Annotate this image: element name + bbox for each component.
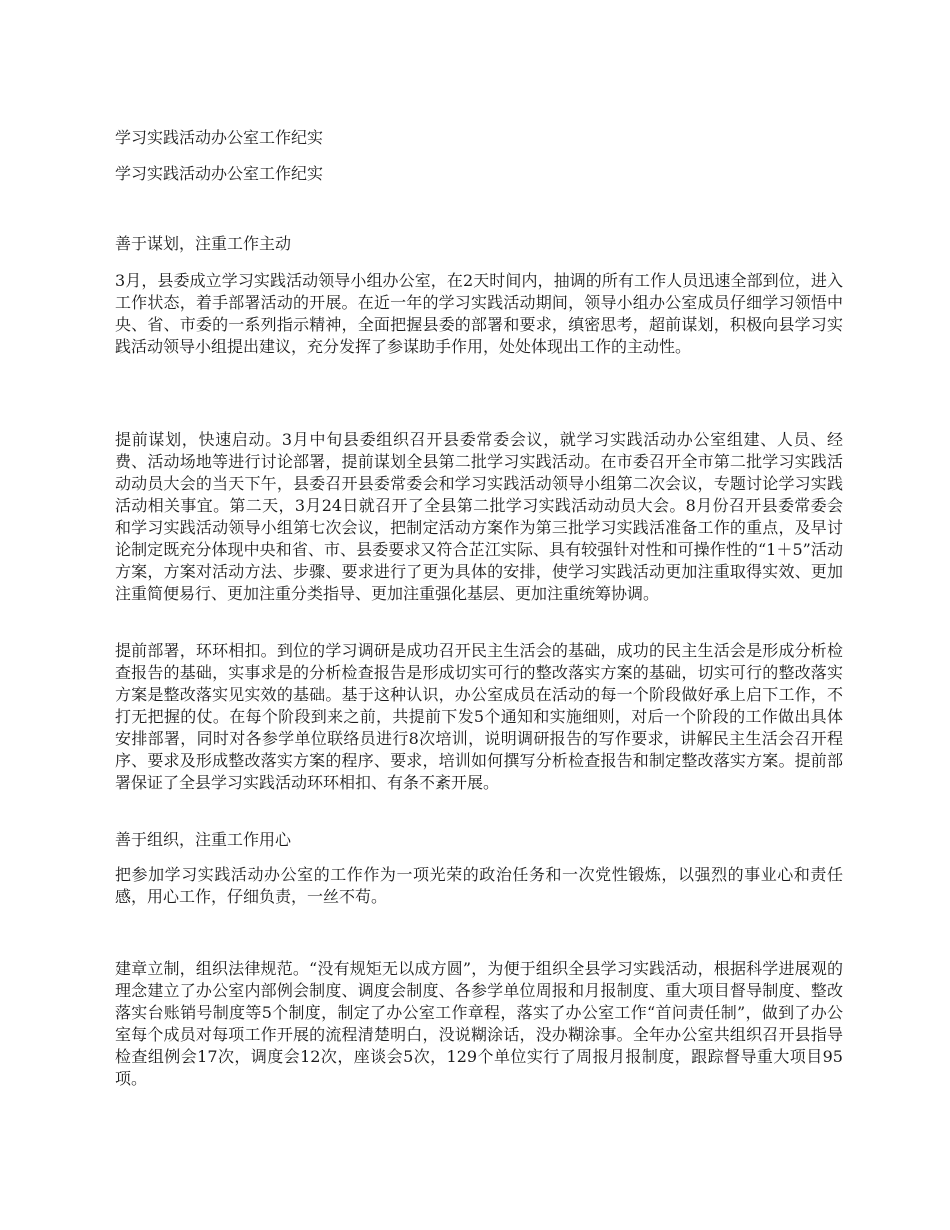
section-heading-planning: 善于谋划，注重工作主动 [115,234,292,253]
paragraph-rules-system: 建章立制，组织法律规范。“没有规矩无以成方圆”，为便于组织全县学习实践活动，根据科学进展观的理念建立了办公室内部例会制度、调度会制度、各参学单位周报和月报制度、重大项目督导制度、整改落实台账销号制度等5个制度，制定了办公室工作章程，落实了办公室工作“首问责任制”，做到了办公室每个成员对每项工作开展的流程清楚明白，没说糊涂话，没办糊涂事。全年办公室共组织召开县指导检查组例会17次，调度会12次，座谈会5次，129个单位实行了周报月报制度，跟踪督导重大项目95项。 [115,959,843,1088]
paragraph-political-task: 把参加学习实践活动办公室的工作作为一项光荣的政治任务和一次党性锻炼，以强烈的事业心和责任感，用心工作，仔细负责，一丝不苟。 [115,865,843,906]
paragraph-office-established: 3月，县委成立学习实践活动领导小组办公室，在2天时间内，抽调的所有工作人员迅速全部到位，进入工作状态，着手部署活动的开展。在近一年的学习实践活动期间，领导小组办公室成员仔细学习领悟中央、省、市委的一系列指示精神，全面把握县委的部署和要求，缜密思考，超前谋划，积极向县学习实践活动领导小组提出建议，充分发挥了参谋助手作用，处处体现出工作的主动性。 [115,271,843,356]
section-heading-organizing: 善于组织，注重工作用心 [115,830,292,849]
paragraph-advance-deployment: 提前部署，环环相扣。到位的学习调研是成功召开民主生活会的基础，成功的民主生活会是形成分析检查报告的基础，实事求是的分析检查报告是形成切实可行的整改落实方案的基础，切实可行的整改落实方案是整改落实见实效的基础。基于这种认识，办公室成员在活动的每一个阶段做好承上启下工作，不打无把握的仗。在每个阶段到来之前，共提前下发5个通知和实施细则，对后一个阶段的工作做出具体安排部署，同时对各参学单位联络员进行8次培训，说明调研报告的写作要求，讲解民主生活会召开程序、要求及形成整改落实方案的程序、要求，培训如何撰写分析检查报告和制定整改落实方案。提前部署保证了全县学习实践活动环环相扣、有条不紊开展。 [115,641,843,792]
paragraph-quick-start: 提前谋划，快速启动。3月中旬县委组织召开县委常委会议，就学习实践活动办公室组建、人员、经费、活动场地等进行讨论部署，提前谋划全县第二批学习实践活动。在市委召开全市第二批学习实践活动动员大会的当天下午，县委召开县委常委会和学习实践活动领导小组第二次会议，专题讨论学习实践活动相关事宜。第二天，3月24日就召开了全县第二批学习实践活动动员大会。8月份召开县委常委会和学习实践活动领导小组第七次会议，把制定活动方案作为第三批学习实践活准备工作的重点，及早讨论制定既充分体现中央和省、市、县委要求又符合芷江实际、具有较强针对性和可操作性的“1＋5”活动方案，方案对活动方法、步骤、要求进行了更为具体的安排，使学习实践活动更加注重取得实效、更加注重简便易行、更加注重分类指导、更加注重强化基层、更加注重统筹协调。 [115,430,843,603]
document-title: 学习实践活动办公室工作纪实 [115,128,324,147]
document-subtitle: 学习实践活动办公室工作纪实 [115,164,324,183]
